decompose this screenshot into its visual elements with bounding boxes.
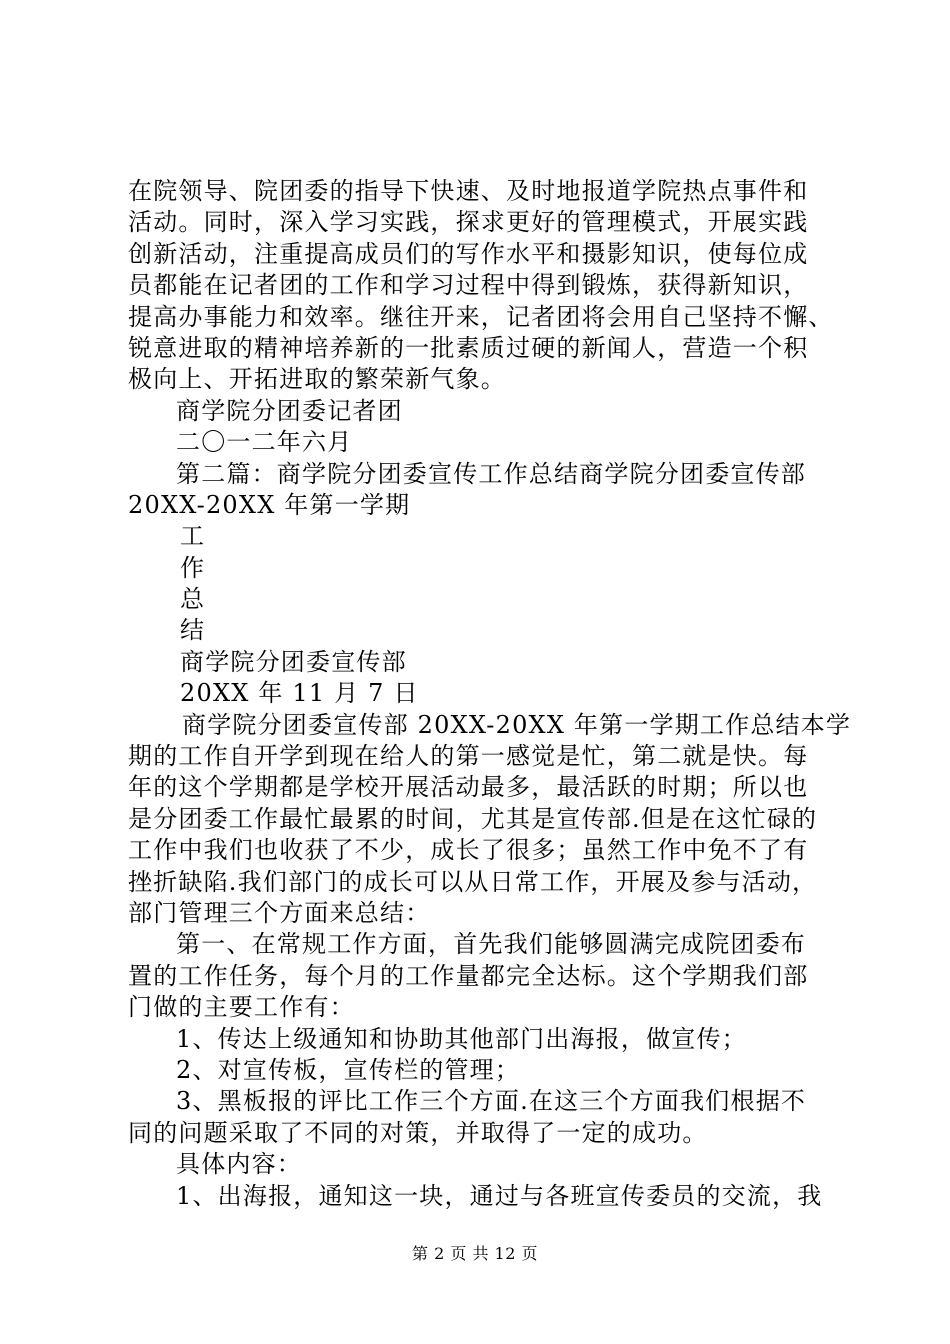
- list-item: 1、传达上级通知和协助其他部门出海报，做宣传；: [176, 1024, 747, 1053]
- body-line: 极向上、开拓进取的繁荣新气象。: [128, 365, 506, 394]
- section-heading: 第二篇：商学院分团委宣传工作总结商学院分团委宣传部: [176, 459, 806, 488]
- title-char: 工: [180, 522, 206, 551]
- list-item: 1、出海报，通知这一块，通过与各班宣传委员的交流，我: [176, 1181, 823, 1210]
- body-line: 部门管理三个方面来总结：: [128, 898, 431, 927]
- body-line: 锐意进取的精神培养新的一批素质过硬的新闻人，营造一个积: [128, 333, 809, 362]
- body-line: 门做的主要工作有：: [128, 993, 355, 1022]
- section-heading-continuation: 20XX-20XX 年第一学期: [128, 490, 411, 519]
- body-line: 挫折缺陷.我们部门的成长可以从日常工作，开展及参与活动，: [128, 867, 818, 896]
- body-line: 同的问题采取了不同的对策，并取得了一定的成功。: [128, 1118, 708, 1147]
- body-line: 工作中我们也收获了不少，成长了很多；虽然工作中免不了有: [128, 836, 809, 865]
- list-item: 2、对宣传板，宣传栏的管理；: [176, 1055, 521, 1084]
- subheading: 具体内容：: [176, 1150, 302, 1179]
- body-line: 活动。同时，深入学习实践，探求更好的管理模式，开展实践: [128, 208, 809, 237]
- body-line: 第一、在常规工作方面，首先我们能够圆满完成院团委布: [176, 930, 806, 959]
- body-line: 创新活动，注重提高成员们的写作水平和摄影知识，使每位成: [128, 239, 809, 268]
- body-line: 置的工作任务，每个月的工作量都完全达标。这个学期我们部: [128, 961, 809, 990]
- document-body: [128, 176, 852, 1212]
- body-line: 商学院分团委宣传部 20XX-20XX 年第一学期工作总结本学: [182, 710, 852, 739]
- body-line: 提高办事能力和效率。继往开来，记者团将会用自己坚持不懈、: [128, 302, 834, 331]
- body-line: 是分团委工作最忙最累的时间，尤其是宣传部.但是在这忙碌的: [128, 804, 818, 833]
- body-line: 年的这个学期都是学校开展活动最多，最活跃的时期；所以也: [128, 773, 809, 802]
- signature-date: 二〇一二年六月: [176, 428, 353, 457]
- title-char: 作: [180, 553, 206, 582]
- page-footer: 第 2 页 共 12 页: [412, 1244, 538, 1263]
- list-item: 3、黑板报的评比工作三个方面.在这三个方面我们根据不: [176, 1087, 807, 1116]
- title-char: 总: [180, 585, 206, 614]
- report-date: 20XX 年 11 月 7 日: [180, 679, 419, 708]
- body-line: 员都能在记者团的工作和学习过程中得到锻炼，获得新知识，: [128, 271, 809, 300]
- signature-organization: 商学院分团委记者团: [176, 396, 403, 425]
- department-name: 商学院分团委宣传部: [180, 647, 407, 676]
- body-line: 期的工作自开学到现在给人的第一感觉是忙，第二就是快。每: [128, 742, 809, 771]
- title-char: 结: [180, 616, 206, 645]
- body-line: 在院领导、院团委的指导下快速、及时地报道学院热点事件和: [128, 177, 809, 205]
